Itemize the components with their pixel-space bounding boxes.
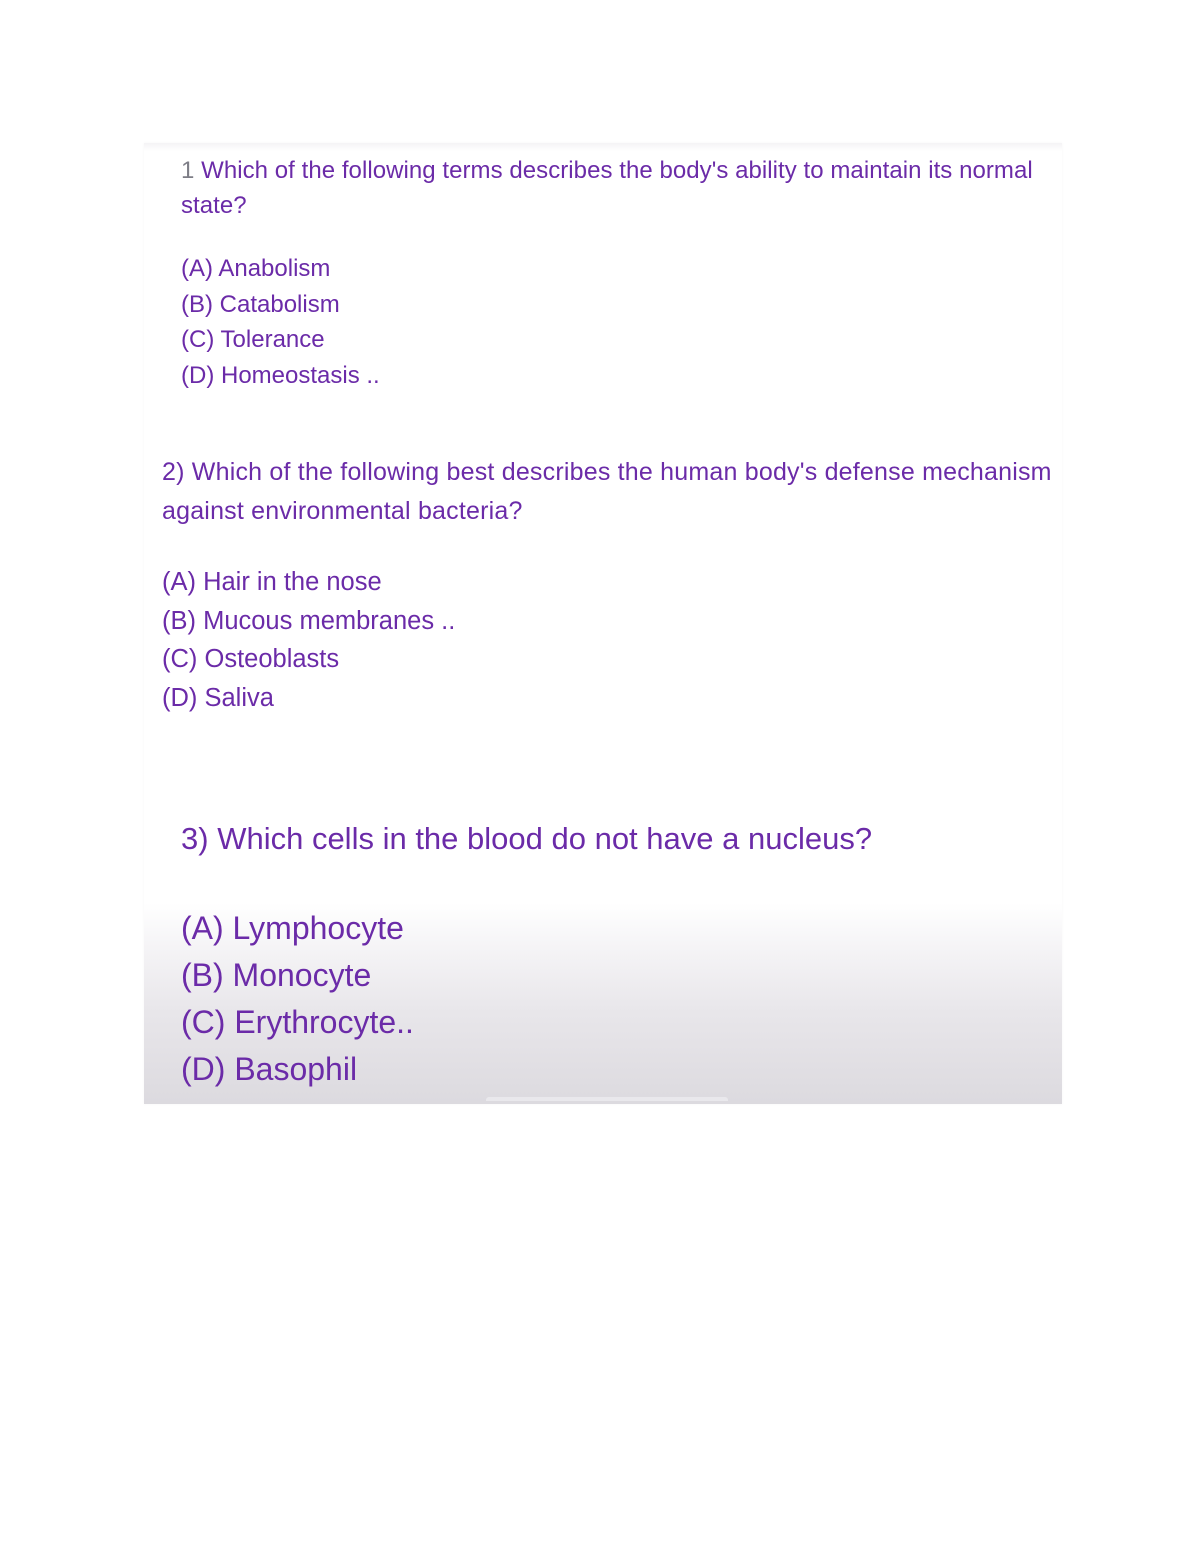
question-1-option-a: (A) Anabolism <box>181 255 331 282</box>
question-3-number: 3) <box>181 821 209 856</box>
question-1-option-d: (D) Homeostasis .. <box>181 361 380 389</box>
panel-top-edge <box>144 143 1062 151</box>
question-2-options <box>162 563 1062 717</box>
question-2-number: 2) <box>162 458 185 486</box>
question-2-stem <box>162 453 1062 530</box>
question-1-text: Which of the following terms describes the body's ability to maintain its normal state? <box>181 157 1033 219</box>
question-1-stem <box>181 153 1071 223</box>
question-3-text: Which cells in the blood do not have a nucleus? <box>217 821 873 856</box>
question-3-option-d: (D) Basophil <box>181 1051 358 1087</box>
question-3-stem <box>181 816 1061 862</box>
question-1-option-b: (B) Catabolism <box>181 290 340 318</box>
question-3-options <box>181 905 1061 1093</box>
question-1-number: 1 <box>181 157 195 184</box>
question-2 <box>162 453 1062 717</box>
question-3-option-c: (C) Erythrocyte.. <box>181 1004 414 1040</box>
bottom-sheet-handle <box>486 1097 728 1101</box>
question-3-option-a: (A) Lymphocyte <box>181 910 404 946</box>
question-2-option-a: (A) Hair in the nose <box>162 568 382 596</box>
question-2-text: Which of the following best describes the human body's defense mechanism against environmental bacteria? <box>162 458 1052 525</box>
question-2-option-c: (C) Osteoblasts <box>162 645 340 673</box>
question-3-option-b: (B) Monocyte <box>181 957 372 993</box>
question-2-option-d: (D) Saliva <box>162 683 274 712</box>
question-3 <box>181 816 1061 1093</box>
question-1 <box>181 153 1071 393</box>
question-1-option-c: (C) Tolerance <box>181 326 325 353</box>
question-1-options <box>181 251 1071 393</box>
question-2-option-b: (B) Mucous membranes .. <box>162 606 456 635</box>
